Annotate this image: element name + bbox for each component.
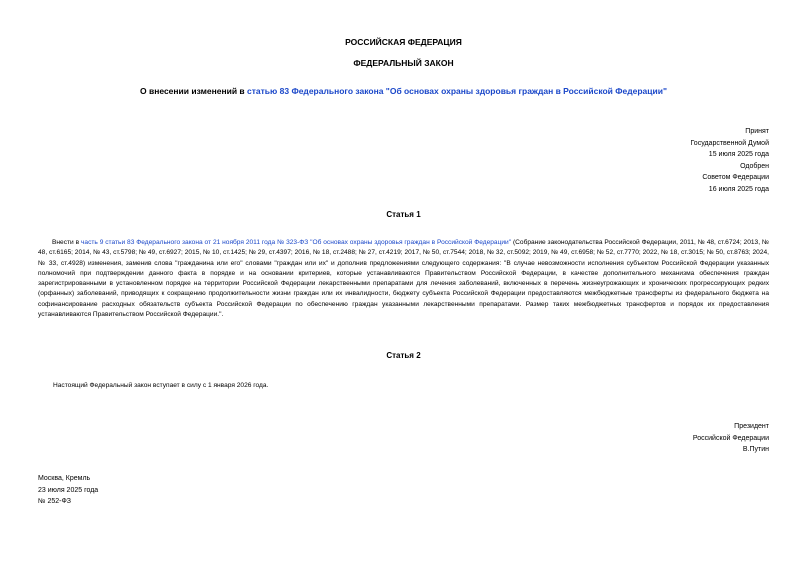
law-title-link[interactable]: статью 83 Федерального закона "Об основах охраны здоровья граждан в Российской Федерации"	[247, 86, 667, 96]
article-1-link[interactable]: часть 9 статьи 83 Федерального закона от 21 ноября 2011 года № 323-ФЗ "Об основах охраны здоровья граждан в Российской Федерации"	[80, 239, 512, 246]
adoption-line: Советом Федерации	[702, 174, 769, 181]
article-1-body: (Собрание законодательства Российской Федерации, 2011, № 48, ст.6724; 2013, № 48, ст.6165; 2014, № 43, ст.5798; № 49, ст.6927; 2015, № 10, ст.1425; № 29, ст.4397; 2016, № 18, ст.2488; № 27, ст.4219; 2017, № 50, ст.7544; 2018, № 32, ст.5092; 2019, № 49, ст.6958; № 52, ст.7770; 2022, № 18, ст.3015; № 50, ст.8763; 2024, № 33, ст.4928) изменения, заменив слова "гражданина или его" словами "граждан или их" и дополнив предложениями следующего содержания: "В случае невозможности исполнения субъектом Российской Федерации указанных полномочий при подтверждении данного факта в порядке и на основании критериев, которые устанавливаются Правительством Российской Федерации, в качестве дополнительного механизма обеспечения граждан зарегистрированными в установленном порядке на территории Российской Федерации лекарственными препаратами для лечения заболеваний, включенных в перечень жизнеугрожающих и хронических прогрессирующих редких (орфанных) заболеваний, приводящих к сокращению продолжительности жизни граждан или их инвалидности, бюджету субъекта Российской Федерации предоставляются межбюджетные трансферты из федерального бюджета на софинансирование расходных обязательств субъекта Российской Федерации по обеспечению граждан указанными лекарственными препаратами. Размер таких межбюджетных трансфертов и порядок их предоставления устанавливаются Правительством Российской Федерации.".	[38, 239, 769, 319]
signature-line: Российской Федерации	[692, 434, 769, 442]
law-title	[0, 86, 807, 96]
article-2-text: Настоящий Федеральный закон вступает в силу с 1 января 2026 года.	[53, 382, 269, 389]
article-1-text	[38, 238, 769, 320]
place-date-block	[38, 473, 98, 508]
adoption-line: Одобрен	[740, 162, 769, 170]
signature-block	[693, 421, 769, 456]
adoption-line: Государственной Думой	[690, 139, 769, 147]
law-type-heading: ФЕДЕРАЛЬНЫЙ ЗАКОН	[353, 58, 454, 68]
signature-line: В.Путин	[742, 446, 769, 453]
date-line: 23 июля 2025 года	[38, 486, 99, 494]
law-title-prefix: О внесении изменений в	[140, 86, 247, 96]
law-number-line: № 252-ФЗ	[38, 498, 72, 505]
article-2-title: Статья 2	[386, 351, 421, 360]
country-heading: РОССИЙСКАЯ ФЕДЕРАЦИЯ	[345, 37, 462, 47]
article-1-intro: Внести в	[52, 239, 81, 246]
place-line: Москва, Кремль	[38, 475, 91, 482]
adoption-line: 16 июля 2025 года	[708, 185, 769, 193]
signature-line: Президент	[734, 423, 769, 430]
adoption-line: Принят	[745, 128, 769, 135]
adoption-line: 15 июля 2025 года	[708, 151, 769, 158]
article-1-title: Статья 1	[386, 210, 421, 219]
adoption-block	[690, 126, 769, 195]
